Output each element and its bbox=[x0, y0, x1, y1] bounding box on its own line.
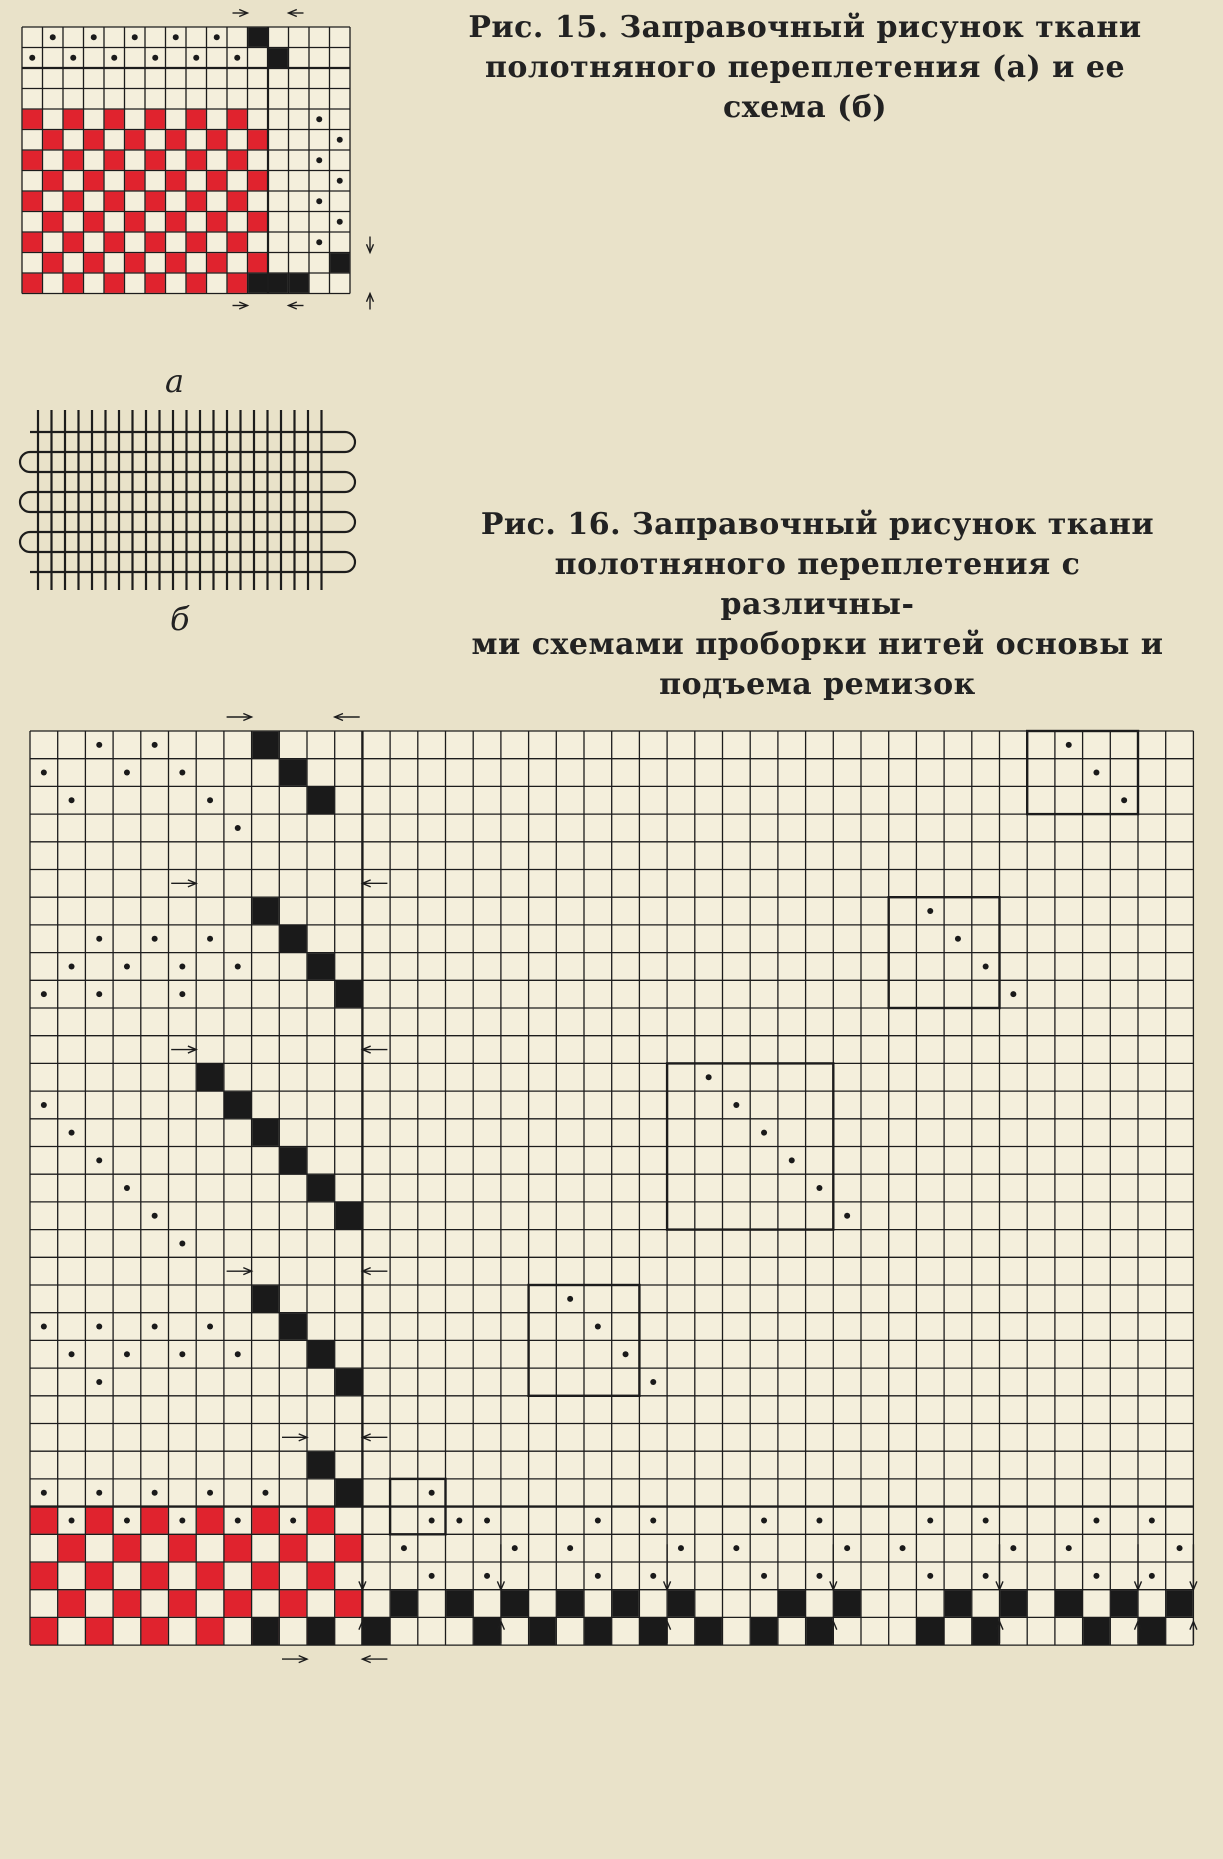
fig16-repeat-arrow bbox=[227, 713, 252, 720]
fig16-threading-dot bbox=[152, 1324, 158, 1330]
figure-16-caption-line-1: Рис. 16. Заправочный рисунок ткани bbox=[480, 507, 1155, 542]
fig16-lift-dot bbox=[429, 1573, 435, 1579]
fig16-threading-dot bbox=[124, 963, 130, 969]
fig16-weave-red-cell bbox=[31, 1563, 57, 1590]
fig16-black-cell bbox=[308, 1341, 335, 1368]
fig16-threading-dot bbox=[235, 825, 241, 831]
fig16-weave-red-cell bbox=[141, 1507, 168, 1534]
fig16-lift-dot bbox=[983, 1573, 989, 1579]
fig16-black-cell bbox=[1000, 1590, 1027, 1617]
fig16-lift-dot bbox=[484, 1573, 490, 1579]
fig16-threading-dot bbox=[124, 1185, 130, 1191]
fig16-weave-red-cell bbox=[31, 1618, 57, 1645]
subfigure-label-b: б bbox=[170, 600, 190, 638]
fig16-lift-dot bbox=[844, 1545, 850, 1551]
fig16-black-cell bbox=[252, 1119, 279, 1146]
fig16-weave-red-cell bbox=[308, 1507, 335, 1534]
fig16-threading-dot bbox=[152, 742, 158, 748]
fig16-black-cell bbox=[1139, 1618, 1166, 1645]
fig16-weave-red-cell bbox=[280, 1590, 307, 1617]
fig16-weave-red-cell bbox=[86, 1507, 113, 1534]
fig16-weave-red-cell bbox=[114, 1590, 141, 1617]
fig16-threading-dot bbox=[41, 991, 47, 997]
fig16-black-cell bbox=[779, 1590, 806, 1617]
fig16-black-cell bbox=[1166, 1590, 1193, 1617]
fig16-threading-dot bbox=[179, 963, 185, 969]
fig16-treadling-dot bbox=[844, 1213, 850, 1219]
fig16-treadling-dot bbox=[927, 908, 933, 914]
fig16-threading-dot bbox=[96, 742, 102, 748]
fig16-threading-dot bbox=[235, 1351, 241, 1357]
fig16-black-cell bbox=[917, 1618, 944, 1645]
fig16-threading-dot bbox=[152, 1213, 158, 1219]
fig16-black-cell bbox=[502, 1590, 529, 1617]
fig16-threading-dot bbox=[41, 770, 47, 776]
fig16-threading-dot bbox=[69, 1517, 75, 1523]
fig16-lift-dot bbox=[983, 1517, 989, 1523]
fig16-black-cell bbox=[280, 926, 307, 953]
fig16-lift-dot bbox=[816, 1517, 822, 1523]
fig16-threading-dot bbox=[262, 1490, 268, 1496]
fig16-treadling-dot bbox=[983, 963, 989, 969]
figure-16-caption-line-2: полотняного переплетения с различны- bbox=[554, 547, 1081, 622]
fig16-lift-dot bbox=[595, 1573, 601, 1579]
fig16-threading-dot bbox=[96, 1490, 102, 1496]
fig16-black-cell bbox=[335, 1480, 362, 1507]
fig16-black-cell bbox=[1056, 1590, 1083, 1617]
fig16-black-cell bbox=[308, 1452, 335, 1479]
fig16-black-cell bbox=[668, 1590, 695, 1617]
fig16-weave-red-cell bbox=[86, 1618, 113, 1645]
fig16-black-cell bbox=[252, 732, 279, 759]
fig16-black-cell bbox=[751, 1618, 778, 1645]
fig16-black-cell bbox=[197, 1064, 224, 1091]
fig16-weave-red-cell bbox=[252, 1507, 279, 1534]
fig16-threading-dot bbox=[69, 797, 75, 803]
fig16-black-cell bbox=[335, 1369, 362, 1396]
fig16-weave-red-cell bbox=[252, 1563, 279, 1590]
fig16-black-cell bbox=[446, 1590, 473, 1617]
fig16-threading-dot bbox=[152, 1490, 158, 1496]
fig16-weave-red-cell bbox=[197, 1563, 224, 1590]
fig16-lift-dot bbox=[927, 1517, 933, 1523]
fig16-threading-dot bbox=[96, 1379, 102, 1385]
fig16-lift-dot bbox=[1010, 1545, 1016, 1551]
subfigure-label-a: а bbox=[165, 362, 185, 400]
fig16-threading-dot bbox=[207, 936, 213, 942]
fig16-threading-dot bbox=[179, 1517, 185, 1523]
fig16-lift-dot bbox=[1177, 1545, 1183, 1551]
fig16-weave-red-cell bbox=[169, 1535, 196, 1562]
fig16-lift-dot bbox=[1066, 1545, 1072, 1551]
fig16-treadling-dot bbox=[761, 1130, 767, 1136]
fig16-threading-dot bbox=[124, 770, 130, 776]
fig16-weave-red-cell bbox=[280, 1535, 307, 1562]
fig16-treadling-dot bbox=[567, 1296, 573, 1302]
fig16-black-cell bbox=[612, 1590, 639, 1617]
fig16-threading-dot bbox=[179, 1240, 185, 1246]
fig16-treadling-dot bbox=[789, 1157, 795, 1163]
fig16-black-cell bbox=[695, 1618, 722, 1645]
fig16-weave-red-cell bbox=[58, 1535, 85, 1562]
fig16-black-cell bbox=[1083, 1618, 1110, 1645]
fig16-black-cell bbox=[335, 1203, 362, 1230]
fig16-black-cell bbox=[280, 1313, 307, 1340]
fig16-black-cell bbox=[225, 1092, 252, 1119]
fig16-treadling-dot bbox=[955, 936, 961, 942]
fig16-black-cell bbox=[834, 1590, 861, 1617]
fig16-lift-dot bbox=[484, 1517, 490, 1523]
figure-15-caption-line-1: Рис. 15. Заправочный рисунок ткани bbox=[468, 10, 1142, 45]
fig16-lift-dot bbox=[761, 1517, 767, 1523]
figure-15-caption-line-3: схема (б) bbox=[722, 90, 888, 125]
fig16-weave-red-cell bbox=[141, 1618, 168, 1645]
fig16-black-cell bbox=[308, 787, 335, 814]
fig16-black-cell bbox=[308, 953, 335, 980]
fig16-threading-dot bbox=[179, 991, 185, 997]
fig16-threading-dot bbox=[124, 1351, 130, 1357]
fig16-treadling-dot bbox=[706, 1074, 712, 1080]
fig16-black-cell bbox=[1111, 1590, 1138, 1617]
fig16-threading-dot bbox=[124, 1517, 130, 1523]
fig16-treadling-dot bbox=[1010, 991, 1016, 997]
fig16-treadling-dot bbox=[733, 1102, 739, 1108]
fig16-lift-dot bbox=[733, 1545, 739, 1551]
fig16-weave-red-cell bbox=[31, 1507, 57, 1534]
fig16-threading-dot bbox=[235, 1517, 241, 1523]
fig16-black-cell bbox=[280, 1147, 307, 1174]
fig16-lift-dot bbox=[650, 1573, 656, 1579]
fig16-threading-dot bbox=[96, 936, 102, 942]
fig16-lift-dot bbox=[816, 1573, 822, 1579]
fig16-treadling-dot bbox=[1121, 797, 1127, 803]
fig16-threading-dot bbox=[152, 936, 158, 942]
fig16-black-cell bbox=[252, 1618, 279, 1645]
fig16-threading-dot bbox=[179, 1351, 185, 1357]
fig16-black-cell bbox=[252, 1286, 279, 1313]
fig16-black-cell bbox=[252, 898, 279, 925]
fig16-black-cell bbox=[308, 1618, 335, 1645]
fig16-treadling-dot bbox=[650, 1379, 656, 1385]
fig16-black-cell bbox=[557, 1590, 584, 1617]
fig16-black-cell bbox=[640, 1618, 667, 1645]
fig16-weave-red-cell bbox=[225, 1590, 252, 1617]
fig16-weave-red-cell bbox=[58, 1590, 85, 1617]
fig16-treadling-dot bbox=[1093, 770, 1099, 776]
fig16-treadling-dot bbox=[456, 1517, 462, 1523]
fig16-black-cell bbox=[363, 1618, 390, 1645]
fig16-weave-red-cell bbox=[169, 1590, 196, 1617]
fig16-weave-red-cell bbox=[141, 1563, 168, 1590]
fig16-repeat-arrow bbox=[362, 1656, 387, 1663]
fig16-weave-red-cell bbox=[335, 1590, 362, 1617]
fig16-threading-dot bbox=[207, 797, 213, 803]
fig16-threading-dot bbox=[235, 963, 241, 969]
fig16-threading-dot bbox=[69, 1130, 75, 1136]
fig16-lift-dot bbox=[567, 1545, 573, 1551]
fig16-treadling-dot bbox=[623, 1351, 629, 1357]
fig16-lift-dot bbox=[512, 1545, 518, 1551]
fig16-lift-dot bbox=[595, 1517, 601, 1523]
fig16-weave-red-cell bbox=[225, 1535, 252, 1562]
fig16-weave-red-cell bbox=[197, 1507, 224, 1534]
fig16-treadling-dot bbox=[1066, 742, 1072, 748]
fig16-black-cell bbox=[529, 1618, 556, 1645]
fig16-lift-dot bbox=[927, 1573, 933, 1579]
fig16-repeat-arrow bbox=[282, 1656, 307, 1663]
fig16-black-cell bbox=[308, 1175, 335, 1202]
fig16-weave-red-cell bbox=[308, 1563, 335, 1590]
fig16-weave-red-cell bbox=[197, 1618, 224, 1645]
fig16-black-cell bbox=[806, 1618, 833, 1645]
fig16-lift-dot bbox=[678, 1545, 684, 1551]
fig16-weave-red-cell bbox=[335, 1535, 362, 1562]
fig16-treadling-dot bbox=[429, 1490, 435, 1496]
fig16-threading-dot bbox=[69, 963, 75, 969]
fig16-threading-dot bbox=[96, 1324, 102, 1330]
fig16-black-cell bbox=[972, 1618, 999, 1645]
fig16-threading-dot bbox=[179, 770, 185, 776]
figure-16-caption-line-4: подъема ремизок bbox=[659, 667, 976, 702]
fig16-black-cell bbox=[280, 759, 307, 786]
fig16-repeat-arrow bbox=[335, 713, 360, 720]
fig16-threading-dot bbox=[96, 991, 102, 997]
fig16-lift-dot bbox=[1093, 1517, 1099, 1523]
fig16-lift-dot bbox=[1149, 1517, 1155, 1523]
fig16-threading-dot bbox=[96, 1157, 102, 1163]
fig16-threading-dot bbox=[207, 1324, 213, 1330]
figure-15-caption-line-2: полотняного переплетения (а) и ее bbox=[484, 50, 1126, 85]
fig16-black-cell bbox=[474, 1618, 501, 1645]
fig16-treadling-dot bbox=[595, 1324, 601, 1330]
figure-16-caption-line-3: ми схемами проборки нитей основы и bbox=[471, 627, 1164, 662]
fig16-lift-dot bbox=[761, 1573, 767, 1579]
fig16-lift-dot bbox=[900, 1545, 906, 1551]
fig16-lift-dot bbox=[650, 1517, 656, 1523]
fig16-black-cell bbox=[585, 1618, 612, 1645]
fig16-black-cell bbox=[335, 981, 362, 1008]
fig16-treadling-dot bbox=[816, 1185, 822, 1191]
fig16-weave-red-cell bbox=[86, 1563, 113, 1590]
fig16-threading-dot bbox=[41, 1102, 47, 1108]
fig16-threading-dot bbox=[207, 1490, 213, 1496]
fig16-black-cell bbox=[945, 1590, 972, 1617]
fig16-threading-dot bbox=[290, 1517, 296, 1523]
fig16-lift-dot bbox=[1149, 1573, 1155, 1579]
fig16-threading-dot bbox=[69, 1351, 75, 1357]
fig16-lift-dot bbox=[401, 1545, 407, 1551]
fig16-weave-red-cell bbox=[114, 1535, 141, 1562]
fig16-lift-dot bbox=[429, 1517, 435, 1523]
fig16-threading-dot bbox=[41, 1490, 47, 1496]
fig16-lift-dot bbox=[1093, 1573, 1099, 1579]
fig16-black-cell bbox=[391, 1590, 418, 1617]
fig16-threading-dot bbox=[41, 1324, 47, 1330]
